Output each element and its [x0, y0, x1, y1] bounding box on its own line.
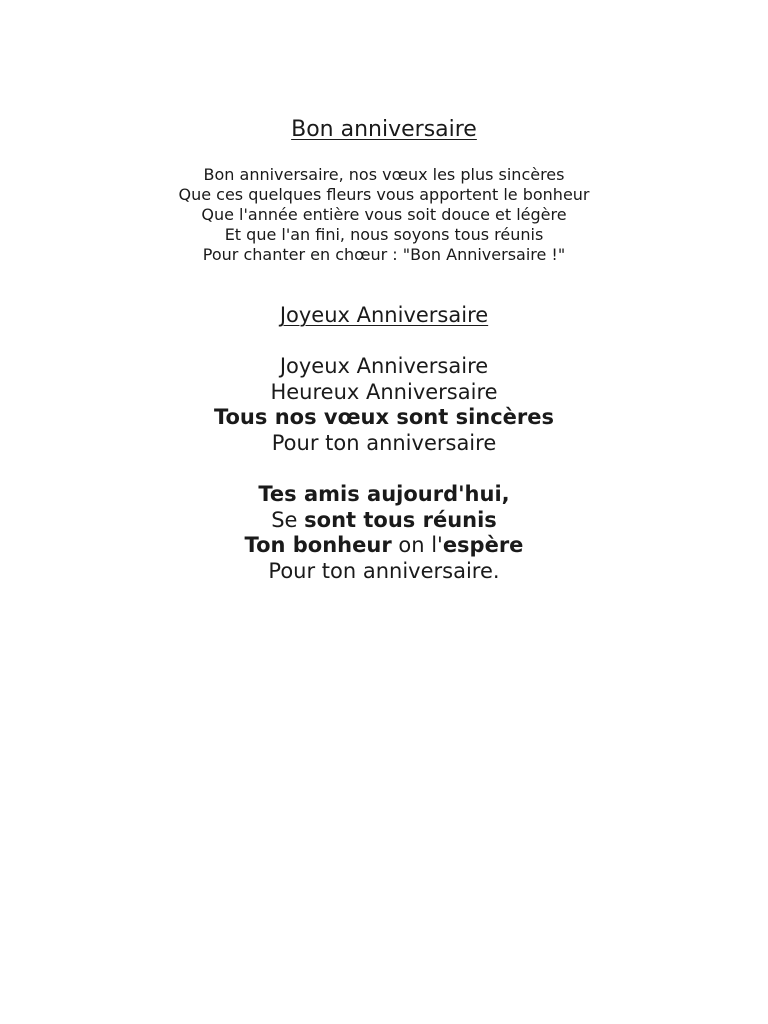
poem-line: Que l'année entière vous soit douce et légère — [201, 205, 567, 224]
song-line-part-bold: espère — [442, 533, 524, 557]
poem-line: Bon anniversaire, nos vœux les plus sincères — [203, 165, 565, 184]
poem-line: Que ces quelques fleurs vous apportent le bonheur — [178, 185, 590, 204]
poem-title-bon-anniversaire: Bon anniversaire — [291, 117, 477, 142]
song-line: Pour ton anniversaire — [271, 430, 497, 455]
song-line: Heureux Anniversaire — [270, 379, 498, 404]
song-title-joyeux-anniversaire: Joyeux Anniversaire — [279, 303, 489, 327]
song-stanza-2 — [0, 482, 768, 584]
song-line: Joyeux Anniversaire — [279, 354, 489, 378]
song-line-part-bold: sont tous réunis — [304, 507, 497, 532]
song-line: Pour ton anniversaire. — [268, 558, 500, 583]
song-line-bold: Tes amis aujourd'hui, — [258, 482, 510, 506]
song-line — [0, 533, 768, 559]
song-line-part-bold: Ton bonheur — [244, 533, 392, 557]
poem-line: Et que l'an fini, nous soyons tous réunis — [224, 225, 544, 244]
song-line-part: on l' — [391, 533, 443, 557]
song-stanza-1 — [0, 354, 768, 456]
song-line-bold: Tous nos vœux sont sincères — [213, 405, 555, 429]
poem-bon-anniversaire — [0, 165, 768, 265]
poem-line: Pour chanter en chœur : "Bon Anniversaire !" — [202, 245, 566, 264]
song-line — [0, 508, 768, 534]
song-line-part: Se — [271, 507, 305, 532]
